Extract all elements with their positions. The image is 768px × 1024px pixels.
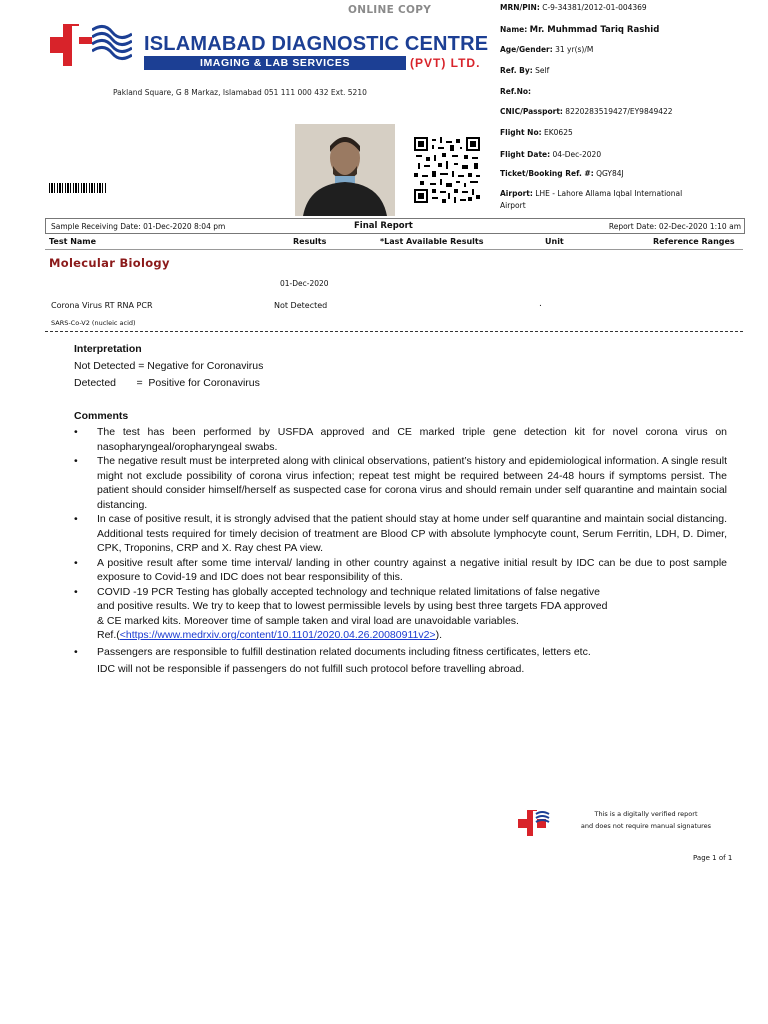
idc-logo-cross-icon [48, 22, 94, 68]
ref-by-row: Ref. By: Self [500, 66, 550, 75]
brand-name: ISLAMABAD DIAGNOSTIC CENTRE [144, 33, 489, 55]
last-result: . [539, 299, 542, 309]
flight-no-row: Flight No: EK0625 [500, 128, 573, 137]
barcode-icon [49, 183, 107, 193]
page-number: Page 1 of 1 [693, 854, 733, 862]
col-results: Results [293, 237, 327, 246]
comment-item: • In case of positive result, it is strongly advised that the patient should stay at home under self quarantine and maintain social distancing. Additional tests required for timely decision of treatment are Blood CP with absolute lymphocyte count, Serum Ferritin, LDH, D. Dimer, CPK, Troponins, CRP and X. Ray chest PA view. [74, 513, 727, 554]
mrn-row: MRN/PIN: C-9-34381/2012-01-004369 [500, 3, 647, 12]
name-row: Name: Mr. Muhmmad Tariq Rashid [500, 25, 660, 35]
col-reference-ranges: Reference Ranges [653, 237, 735, 246]
brand-tagline: IMAGING & LAB SERVICES [144, 56, 406, 70]
patient-photo [295, 124, 395, 216]
airport-row: Airport: LHE - Lahore Allama Iqbal International [500, 189, 683, 198]
comment-item: • A positive result after some time interval/ landing in other country against a negative initial result by IDC can be due to post sample exposure to Covid-19 and IDC does not bear responsibility of this. [74, 556, 727, 583]
qr-code-icon [414, 137, 480, 203]
comments-title: Comments [74, 410, 129, 422]
col-unit: Unit [545, 237, 564, 246]
comment-item: • The test has been performed by USFDA approved and CE marked triple gene detection kit for novel corona virus on nasopharyngeal/oropharyngeal swabs. [74, 426, 727, 453]
report-title: Final Report [354, 221, 413, 231]
comments-list [74, 425, 727, 677]
test-result: Not Detected [274, 301, 328, 310]
test-name: Corona Virus RT RNA PCR [51, 301, 153, 310]
age-row: Age/Gender: 31 yr(s)/M [500, 45, 594, 54]
address: Pakland Square, G 8 Markaz, Islamabad 051 111 000 432 Ext. 5210 [113, 88, 367, 97]
digital-verification-note: This is a digitally verified report and does not require manual signatures [580, 810, 712, 830]
specimen: SARS-Co-V2 (nucleic acid) [51, 319, 136, 327]
interpretation-title: Interpretation [74, 343, 142, 355]
header-divider [45, 249, 743, 250]
online-copy-label: ONLINE COPY [348, 4, 432, 16]
cnic-row: CNIC/Passport: 8220283519427/EY9849422 [500, 107, 673, 116]
idc-footer-logo-icon [516, 808, 550, 838]
ticket-row: Ticket/Booking Ref. #: QGY84J [500, 169, 624, 178]
report-date: Report Date: 02-Dec-2020 1:10 am [608, 222, 741, 231]
comment-item: • The negative result must be interpreted along with clinical observations, patient’s history and epidemiological information. A single result might not exclude possibility of corona virus infection; repeat test might be required between 24-48 hours if symptoms persist. The patient should consider himself/herself as suspected case for corona virus and should remain under self quarantine and maintain social distancing. [74, 455, 727, 511]
flight-date-row: Flight Date: 04-Dec-2020 [500, 150, 602, 159]
sample-receiving-date: Sample Receiving Date: 01-Dec-2020 8:04 pm [51, 222, 226, 231]
col-last-results: *Last Available Results [380, 237, 484, 246]
section-title: Molecular Biology [49, 256, 170, 270]
dashed-divider [45, 331, 743, 332]
result-date: 01-Dec-2020 [280, 279, 329, 288]
idc-logo-stripes-icon [92, 22, 132, 62]
col-test-name: Test Name [49, 237, 97, 246]
comment-item: • COVID -19 PCR Testing has globally accepted technology and technique related limitations of false negative and positive results. We try to keep that to lowest permissible levels by using best three targets FDA approved & CE marked kits. Moreover time of sample taken and viral load are unavoidable variables. Ref.(<https://www.medrxiv.org/content/10.1101/2020.04.26.20080911v2>). [74, 585, 608, 641]
interpretation-line-2: Detected = Positive for Coronavirus [74, 377, 260, 389]
brand-suffix: (PVT) LTD. [410, 56, 481, 70]
comment-item: • Passengers are responsible to fulfill destination related documents including fitness certificates, letters etc. IDC will not be responsible if passengers do not fulfill such protocol before travelling abroad. [74, 645, 591, 675]
interpretation-line-1: Not Detected = Negative for Coronavirus [74, 360, 264, 372]
airport-row-cont: Airport [500, 201, 526, 210]
report-info-bar [45, 218, 745, 234]
ref-no-row: Ref.No: [500, 87, 531, 96]
medrxiv-reference-link[interactable]: <https://www.medrxiv.org/content/10.1101/2020.04.26.20080911v2> [119, 629, 436, 641]
